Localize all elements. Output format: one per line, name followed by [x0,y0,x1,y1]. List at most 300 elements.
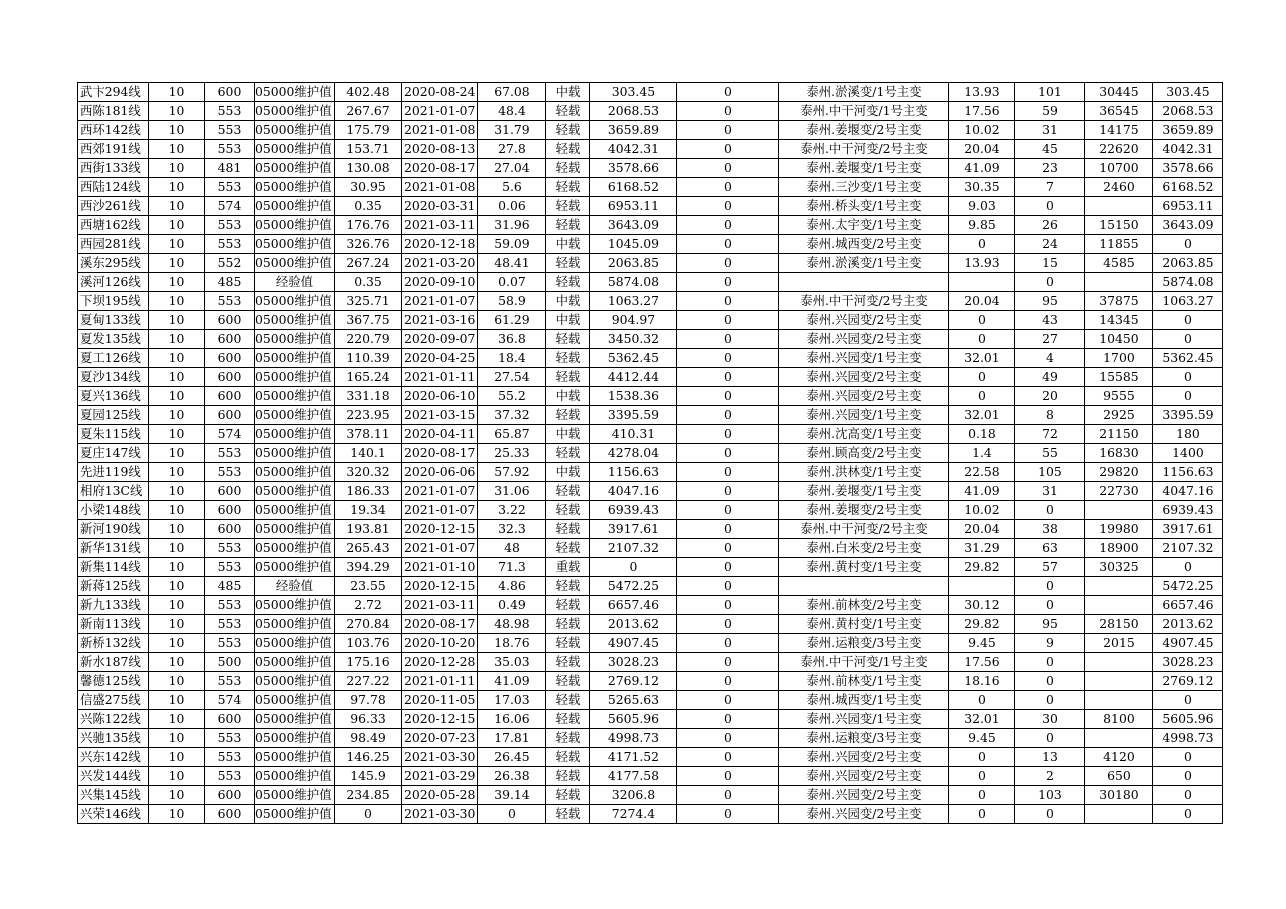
cell-voltage[interactable]: 10 [149,425,205,444]
cell-transformer[interactable]: 泰州.兴园变/1号主变 [779,349,949,368]
cell-transformer[interactable]: 泰州.兴园变/2号主变 [779,311,949,330]
cell-remaining-capacity[interactable]: 2063.85 [590,254,677,273]
cell-transformer[interactable]: 泰州.中干河变/1号主变 [779,653,949,672]
cell-users[interactable]: 0 [1015,596,1085,615]
cell-method[interactable]: 05000维护值 [255,121,335,140]
cell-method[interactable]: 经验值 [255,273,335,292]
cell-load-status[interactable]: 轻载 [546,691,590,710]
cell-users[interactable]: 103 [1015,786,1085,805]
cell-users[interactable]: 95 [1015,615,1085,634]
cell-date[interactable]: 2020-09-10 [402,273,478,292]
cell-line-name[interactable]: 新蒋125线 [78,577,149,596]
cell-count[interactable]: 0 [677,463,779,482]
cell-date[interactable]: 2021-01-08 [402,178,478,197]
cell-line-name[interactable]: 夏兴136线 [78,387,149,406]
cell-available-capacity[interactable]: 1400 [1153,444,1223,463]
cell-load-value[interactable]: 175.16 [335,653,402,672]
cell-load-status[interactable]: 轻载 [546,273,590,292]
cell-load-rate[interactable]: 16.06 [478,710,546,729]
cell-available-capacity[interactable]: 0 [1153,805,1223,824]
cell-count[interactable]: 0 [677,254,779,273]
cell-remaining-capacity[interactable]: 2769.12 [590,672,677,691]
cell-date[interactable]: 2021-01-08 [402,121,478,140]
cell-voltage[interactable]: 10 [149,482,205,501]
cell-user-capacity[interactable]: 19980 [1085,520,1153,539]
cell-available-capacity[interactable]: 4042.31 [1153,140,1223,159]
cell-count[interactable]: 0 [677,501,779,520]
cell-load-rate[interactable]: 48.4 [478,102,546,121]
cell-load-rate[interactable]: 27.54 [478,368,546,387]
cell-capacity[interactable]: 600 [205,482,255,501]
cell-line-name[interactable]: 夏园125线 [78,406,149,425]
cell-user-capacity[interactable]: 2925 [1085,406,1153,425]
cell-users[interactable]: 101 [1015,83,1085,102]
cell-method[interactable]: 05000维护值 [255,178,335,197]
cell-load-status[interactable]: 中载 [546,235,590,254]
cell-capacity[interactable]: 553 [205,615,255,634]
cell-remaining-capacity[interactable]: 6168.52 [590,178,677,197]
cell-date[interactable]: 2020-04-25 [402,349,478,368]
cell-date[interactable]: 2020-12-15 [402,520,478,539]
cell-method[interactable]: 05000维护值 [255,539,335,558]
cell-method[interactable]: 05000维护值 [255,140,335,159]
cell-remaining-capacity[interactable]: 6953.11 [590,197,677,216]
cell-load-value[interactable]: 267.67 [335,102,402,121]
cell-method[interactable]: 05000维护值 [255,805,335,824]
cell-date[interactable]: 2021-01-10 [402,558,478,577]
cell-load-value[interactable]: 331.18 [335,387,402,406]
cell-users[interactable]: 0 [1015,197,1085,216]
cell-user-capacity[interactable]: 9555 [1085,387,1153,406]
cell-load-rate[interactable]: 17.03 [478,691,546,710]
cell-load-value[interactable]: 220.79 [335,330,402,349]
cell-method[interactable]: 05000维护值 [255,406,335,425]
cell-available-capacity[interactable]: 0 [1153,311,1223,330]
cell-count[interactable]: 0 [677,539,779,558]
cell-users[interactable]: 0 [1015,273,1085,292]
cell-capacity[interactable]: 600 [205,368,255,387]
cell-load-value[interactable]: 145.9 [335,767,402,786]
cell-load-status[interactable]: 轻载 [546,501,590,520]
cell-count[interactable]: 0 [677,729,779,748]
cell-transformer[interactable]: 泰州.前林变/2号主变 [779,596,949,615]
cell-method[interactable]: 05000维护值 [255,691,335,710]
cell-method[interactable]: 05000维护值 [255,501,335,520]
cell-users[interactable]: 0 [1015,672,1085,691]
cell-remaining-capacity[interactable]: 5605.96 [590,710,677,729]
cell-remaining-capacity[interactable]: 3917.61 [590,520,677,539]
cell-capacity[interactable]: 600 [205,330,255,349]
cell-user-capacity[interactable]: 8100 [1085,710,1153,729]
cell-users[interactable]: 27 [1015,330,1085,349]
cell-load-status[interactable]: 轻载 [546,520,590,539]
cell-count[interactable]: 0 [677,311,779,330]
cell-user-capacity[interactable]: 28150 [1085,615,1153,634]
cell-users[interactable]: 0 [1015,577,1085,596]
cell-voltage[interactable]: 10 [149,254,205,273]
cell-remaining-capacity[interactable]: 410.31 [590,425,677,444]
cell-capacity[interactable]: 600 [205,501,255,520]
cell-remaining-capacity[interactable]: 2107.32 [590,539,677,558]
cell-line-name[interactable]: 兴驰135线 [78,729,149,748]
cell-load-value[interactable]: 175.79 [335,121,402,140]
cell-remaining-capacity[interactable]: 3450.32 [590,330,677,349]
cell-load-value[interactable]: 267.24 [335,254,402,273]
cell-line-name[interactable]: 夏朱115线 [78,425,149,444]
cell-date[interactable]: 2021-03-30 [402,805,478,824]
cell-voltage[interactable]: 10 [149,216,205,235]
cell-remaining-capacity[interactable]: 1538.36 [590,387,677,406]
cell-date[interactable]: 2020-08-17 [402,159,478,178]
cell-available-capacity[interactable]: 3917.61 [1153,520,1223,539]
cell-method[interactable]: 05000维护值 [255,387,335,406]
cell-capacity[interactable]: 553 [205,216,255,235]
cell-users[interactable]: 105 [1015,463,1085,482]
cell-voltage[interactable]: 10 [149,767,205,786]
cell-load-status[interactable]: 轻载 [546,121,590,140]
cell-voltage[interactable]: 10 [149,653,205,672]
cell-line-name[interactable]: 新桥132线 [78,634,149,653]
cell-available-capacity[interactable]: 2107.32 [1153,539,1223,558]
cell-transformer-rate[interactable]: 32.01 [949,406,1015,425]
cell-remaining-capacity[interactable]: 4278.04 [590,444,677,463]
cell-date[interactable]: 2020-12-15 [402,577,478,596]
cell-users[interactable]: 45 [1015,140,1085,159]
cell-transformer-rate[interactable] [949,273,1015,292]
cell-users[interactable]: 23 [1015,159,1085,178]
cell-available-capacity[interactable]: 3578.66 [1153,159,1223,178]
cell-available-capacity[interactable]: 0 [1153,691,1223,710]
cell-date[interactable]: 2020-06-06 [402,463,478,482]
cell-voltage[interactable]: 10 [149,406,205,425]
cell-method[interactable]: 05000维护值 [255,330,335,349]
cell-load-rate[interactable]: 18.76 [478,634,546,653]
cell-load-value[interactable]: 23.55 [335,577,402,596]
cell-remaining-capacity[interactable]: 904.97 [590,311,677,330]
cell-available-capacity[interactable]: 5472.25 [1153,577,1223,596]
cell-line-name[interactable]: 溪东295线 [78,254,149,273]
cell-user-capacity[interactable] [1085,596,1153,615]
cell-method[interactable]: 05000维护值 [255,748,335,767]
cell-load-value[interactable]: 0.35 [335,197,402,216]
cell-user-capacity[interactable]: 16830 [1085,444,1153,463]
cell-transformer[interactable]: 泰州.三沙变/1号主变 [779,178,949,197]
cell-load-status[interactable]: 轻载 [546,634,590,653]
cell-available-capacity[interactable]: 0 [1153,368,1223,387]
cell-remaining-capacity[interactable]: 303.45 [590,83,677,102]
cell-load-rate[interactable]: 36.8 [478,330,546,349]
cell-load-status[interactable]: 中载 [546,387,590,406]
cell-load-value[interactable]: 103.76 [335,634,402,653]
cell-count[interactable]: 0 [677,216,779,235]
cell-remaining-capacity[interactable]: 5472.25 [590,577,677,596]
cell-transformer[interactable]: 泰州.姜堰变/2号主变 [779,501,949,520]
cell-line-name[interactable]: 新水187线 [78,653,149,672]
cell-load-rate[interactable]: 48.98 [478,615,546,634]
cell-line-name[interactable]: 馨德125线 [78,672,149,691]
cell-load-status[interactable]: 轻载 [546,672,590,691]
cell-load-value[interactable]: 270.84 [335,615,402,634]
cell-user-capacity[interactable]: 30445 [1085,83,1153,102]
cell-users[interactable]: 26 [1015,216,1085,235]
cell-load-value[interactable]: 325.71 [335,292,402,311]
cell-transformer-rate[interactable]: 0.18 [949,425,1015,444]
cell-load-status[interactable]: 轻载 [546,805,590,824]
cell-load-value[interactable]: 146.25 [335,748,402,767]
cell-capacity[interactable]: 553 [205,634,255,653]
cell-method[interactable]: 05000维护值 [255,254,335,273]
cell-load-status[interactable]: 中载 [546,292,590,311]
cell-date[interactable]: 2020-11-05 [402,691,478,710]
cell-capacity[interactable]: 553 [205,767,255,786]
cell-load-value[interactable]: 140.1 [335,444,402,463]
cell-method[interactable]: 05000维护值 [255,292,335,311]
cell-remaining-capacity[interactable]: 3578.66 [590,159,677,178]
cell-load-rate[interactable]: 48 [478,539,546,558]
cell-user-capacity[interactable]: 14175 [1085,121,1153,140]
cell-load-value[interactable]: 402.48 [335,83,402,102]
cell-remaining-capacity[interactable]: 7274.4 [590,805,677,824]
cell-load-status[interactable]: 轻载 [546,539,590,558]
cell-user-capacity[interactable] [1085,501,1153,520]
cell-load-value[interactable]: 0 [335,805,402,824]
cell-remaining-capacity[interactable]: 6939.43 [590,501,677,520]
cell-method[interactable]: 05000维护值 [255,767,335,786]
cell-users[interactable]: 55 [1015,444,1085,463]
cell-users[interactable]: 95 [1015,292,1085,311]
cell-count[interactable]: 0 [677,615,779,634]
cell-user-capacity[interactable]: 1700 [1085,349,1153,368]
cell-count[interactable]: 0 [677,710,779,729]
cell-user-capacity[interactable]: 36545 [1085,102,1153,121]
cell-capacity[interactable]: 485 [205,577,255,596]
cell-load-status[interactable]: 轻载 [546,710,590,729]
cell-voltage[interactable]: 10 [149,748,205,767]
cell-transformer[interactable]: 泰州.淤溪变/1号主变 [779,83,949,102]
cell-remaining-capacity[interactable]: 3028.23 [590,653,677,672]
cell-available-capacity[interactable]: 303.45 [1153,83,1223,102]
cell-load-status[interactable]: 轻载 [546,406,590,425]
cell-load-rate[interactable]: 5.6 [478,178,546,197]
cell-method[interactable]: 05000维护值 [255,216,335,235]
cell-user-capacity[interactable] [1085,653,1153,672]
cell-method[interactable]: 05000维护值 [255,102,335,121]
cell-voltage[interactable]: 10 [149,178,205,197]
cell-load-rate[interactable]: 48.41 [478,254,546,273]
cell-date[interactable]: 2020-08-17 [402,444,478,463]
cell-load-value[interactable]: 98.49 [335,729,402,748]
cell-load-value[interactable]: 110.39 [335,349,402,368]
cell-transformer-rate[interactable]: 0 [949,387,1015,406]
cell-voltage[interactable]: 10 [149,615,205,634]
cell-count[interactable]: 0 [677,596,779,615]
cell-line-name[interactable]: 夏工126线 [78,349,149,368]
cell-transformer-rate[interactable]: 0 [949,330,1015,349]
cell-remaining-capacity[interactable]: 2013.62 [590,615,677,634]
cell-load-status[interactable]: 中载 [546,425,590,444]
cell-load-value[interactable]: 265.43 [335,539,402,558]
cell-available-capacity[interactable]: 0 [1153,558,1223,577]
cell-date[interactable]: 2021-03-11 [402,596,478,615]
cell-available-capacity[interactable]: 1063.27 [1153,292,1223,311]
cell-voltage[interactable]: 10 [149,558,205,577]
cell-available-capacity[interactable]: 0 [1153,786,1223,805]
cell-transformer[interactable]: 泰州.运粮变/3号主变 [779,634,949,653]
cell-line-name[interactable]: 小梁148线 [78,501,149,520]
cell-load-rate[interactable]: 57.92 [478,463,546,482]
cell-user-capacity[interactable]: 2460 [1085,178,1153,197]
cell-line-name[interactable]: 下坝195线 [78,292,149,311]
cell-load-rate[interactable]: 25.33 [478,444,546,463]
cell-transformer-rate[interactable]: 9.45 [949,729,1015,748]
cell-capacity[interactable]: 552 [205,254,255,273]
cell-transformer[interactable]: 泰州.黄村变/1号主变 [779,615,949,634]
cell-users[interactable]: 0 [1015,729,1085,748]
cell-count[interactable]: 0 [677,292,779,311]
cell-transformer[interactable]: 泰州.白米变/2号主变 [779,539,949,558]
cell-remaining-capacity[interactable]: 2068.53 [590,102,677,121]
cell-transformer-rate[interactable]: 9.85 [949,216,1015,235]
cell-count[interactable]: 0 [677,159,779,178]
cell-line-name[interactable]: 西园281线 [78,235,149,254]
cell-available-capacity[interactable]: 2769.12 [1153,672,1223,691]
cell-method[interactable]: 05000维护值 [255,634,335,653]
cell-line-name[interactable]: 兴发144线 [78,767,149,786]
cell-load-status[interactable]: 轻载 [546,482,590,501]
cell-capacity[interactable]: 553 [205,292,255,311]
cell-date[interactable]: 2021-03-11 [402,216,478,235]
cell-count[interactable]: 0 [677,444,779,463]
cell-capacity[interactable]: 600 [205,387,255,406]
cell-line-name[interactable]: 夏甸133线 [78,311,149,330]
cell-users[interactable]: 13 [1015,748,1085,767]
cell-voltage[interactable]: 10 [149,463,205,482]
cell-count[interactable]: 0 [677,425,779,444]
cell-date[interactable]: 2021-01-07 [402,102,478,121]
cell-load-status[interactable]: 轻载 [546,197,590,216]
cell-voltage[interactable]: 10 [149,634,205,653]
cell-line-name[interactable]: 夏沙134线 [78,368,149,387]
cell-count[interactable]: 0 [677,121,779,140]
cell-line-name[interactable]: 夏庄147线 [78,444,149,463]
cell-capacity[interactable]: 553 [205,178,255,197]
cell-load-value[interactable]: 2.72 [335,596,402,615]
cell-date[interactable]: 2020-05-28 [402,786,478,805]
cell-count[interactable]: 0 [677,805,779,824]
cell-count[interactable]: 0 [677,330,779,349]
cell-load-rate[interactable]: 65.87 [478,425,546,444]
cell-load-value[interactable]: 223.95 [335,406,402,425]
cell-transformer[interactable]: 泰州.兴园变/2号主变 [779,368,949,387]
cell-transformer[interactable]: 泰州.运粮变/3号主变 [779,729,949,748]
cell-method[interactable]: 05000维护值 [255,83,335,102]
cell-capacity[interactable]: 553 [205,596,255,615]
cell-transformer-rate[interactable]: 32.01 [949,349,1015,368]
cell-users[interactable]: 38 [1015,520,1085,539]
cell-load-value[interactable]: 394.29 [335,558,402,577]
cell-line-name[interactable]: 新南113线 [78,615,149,634]
cell-transformer-rate[interactable]: 30.35 [949,178,1015,197]
cell-capacity[interactable]: 600 [205,786,255,805]
cell-voltage[interactable]: 10 [149,159,205,178]
cell-load-status[interactable]: 轻载 [546,368,590,387]
cell-voltage[interactable]: 10 [149,729,205,748]
cell-count[interactable]: 0 [677,83,779,102]
cell-remaining-capacity[interactable]: 4998.73 [590,729,677,748]
cell-user-capacity[interactable]: 11855 [1085,235,1153,254]
cell-date[interactable]: 2020-12-18 [402,235,478,254]
cell-method[interactable]: 05000维护值 [255,159,335,178]
cell-load-value[interactable]: 19.34 [335,501,402,520]
cell-capacity[interactable]: 574 [205,691,255,710]
cell-transformer-rate[interactable] [949,577,1015,596]
cell-user-capacity[interactable]: 30180 [1085,786,1153,805]
cell-count[interactable]: 0 [677,273,779,292]
cell-transformer-rate[interactable]: 13.93 [949,254,1015,273]
cell-load-value[interactable]: 193.81 [335,520,402,539]
cell-voltage[interactable]: 10 [149,349,205,368]
cell-method[interactable]: 05000维护值 [255,729,335,748]
cell-transformer-rate[interactable]: 20.04 [949,140,1015,159]
cell-transformer-rate[interactable]: 0 [949,748,1015,767]
cell-available-capacity[interactable]: 6657.46 [1153,596,1223,615]
cell-load-rate[interactable]: 59.09 [478,235,546,254]
cell-line-name[interactable]: 西郊191线 [78,140,149,159]
cell-users[interactable]: 24 [1015,235,1085,254]
cell-date[interactable]: 2020-06-10 [402,387,478,406]
cell-user-capacity[interactable]: 22620 [1085,140,1153,159]
cell-load-value[interactable]: 153.71 [335,140,402,159]
cell-load-rate[interactable]: 4.86 [478,577,546,596]
cell-user-capacity[interactable]: 18900 [1085,539,1153,558]
cell-count[interactable]: 0 [677,520,779,539]
cell-capacity[interactable]: 500 [205,653,255,672]
cell-users[interactable]: 20 [1015,387,1085,406]
cell-load-status[interactable]: 轻载 [546,178,590,197]
cell-transformer-rate[interactable]: 30.12 [949,596,1015,615]
cell-voltage[interactable]: 10 [149,330,205,349]
cell-user-capacity[interactable]: 10450 [1085,330,1153,349]
cell-remaining-capacity[interactable]: 3643.09 [590,216,677,235]
cell-date[interactable]: 2021-01-11 [402,368,478,387]
cell-user-capacity[interactable] [1085,691,1153,710]
cell-transformer[interactable]: 泰州.沈高变/1号主变 [779,425,949,444]
cell-user-capacity[interactable]: 15150 [1085,216,1153,235]
cell-users[interactable]: 30 [1015,710,1085,729]
cell-transformer-rate[interactable]: 17.56 [949,102,1015,121]
cell-users[interactable]: 9 [1015,634,1085,653]
cell-capacity[interactable]: 553 [205,558,255,577]
cell-voltage[interactable]: 10 [149,140,205,159]
cell-voltage[interactable]: 10 [149,102,205,121]
cell-count[interactable]: 0 [677,577,779,596]
cell-capacity[interactable]: 574 [205,197,255,216]
cell-capacity[interactable]: 553 [205,729,255,748]
cell-remaining-capacity[interactable]: 5265.63 [590,691,677,710]
cell-load-value[interactable]: 234.85 [335,786,402,805]
cell-capacity[interactable]: 481 [205,159,255,178]
cell-capacity[interactable]: 485 [205,273,255,292]
cell-available-capacity[interactable]: 6168.52 [1153,178,1223,197]
cell-transformer-rate[interactable]: 18.16 [949,672,1015,691]
cell-count[interactable]: 0 [677,558,779,577]
cell-count[interactable]: 0 [677,786,779,805]
cell-users[interactable]: 15 [1015,254,1085,273]
cell-transformer[interactable]: 泰州.中干河变/1号主变 [779,102,949,121]
cell-transformer-rate[interactable]: 0 [949,368,1015,387]
cell-load-value[interactable]: 165.24 [335,368,402,387]
cell-remaining-capacity[interactable]: 4177.58 [590,767,677,786]
